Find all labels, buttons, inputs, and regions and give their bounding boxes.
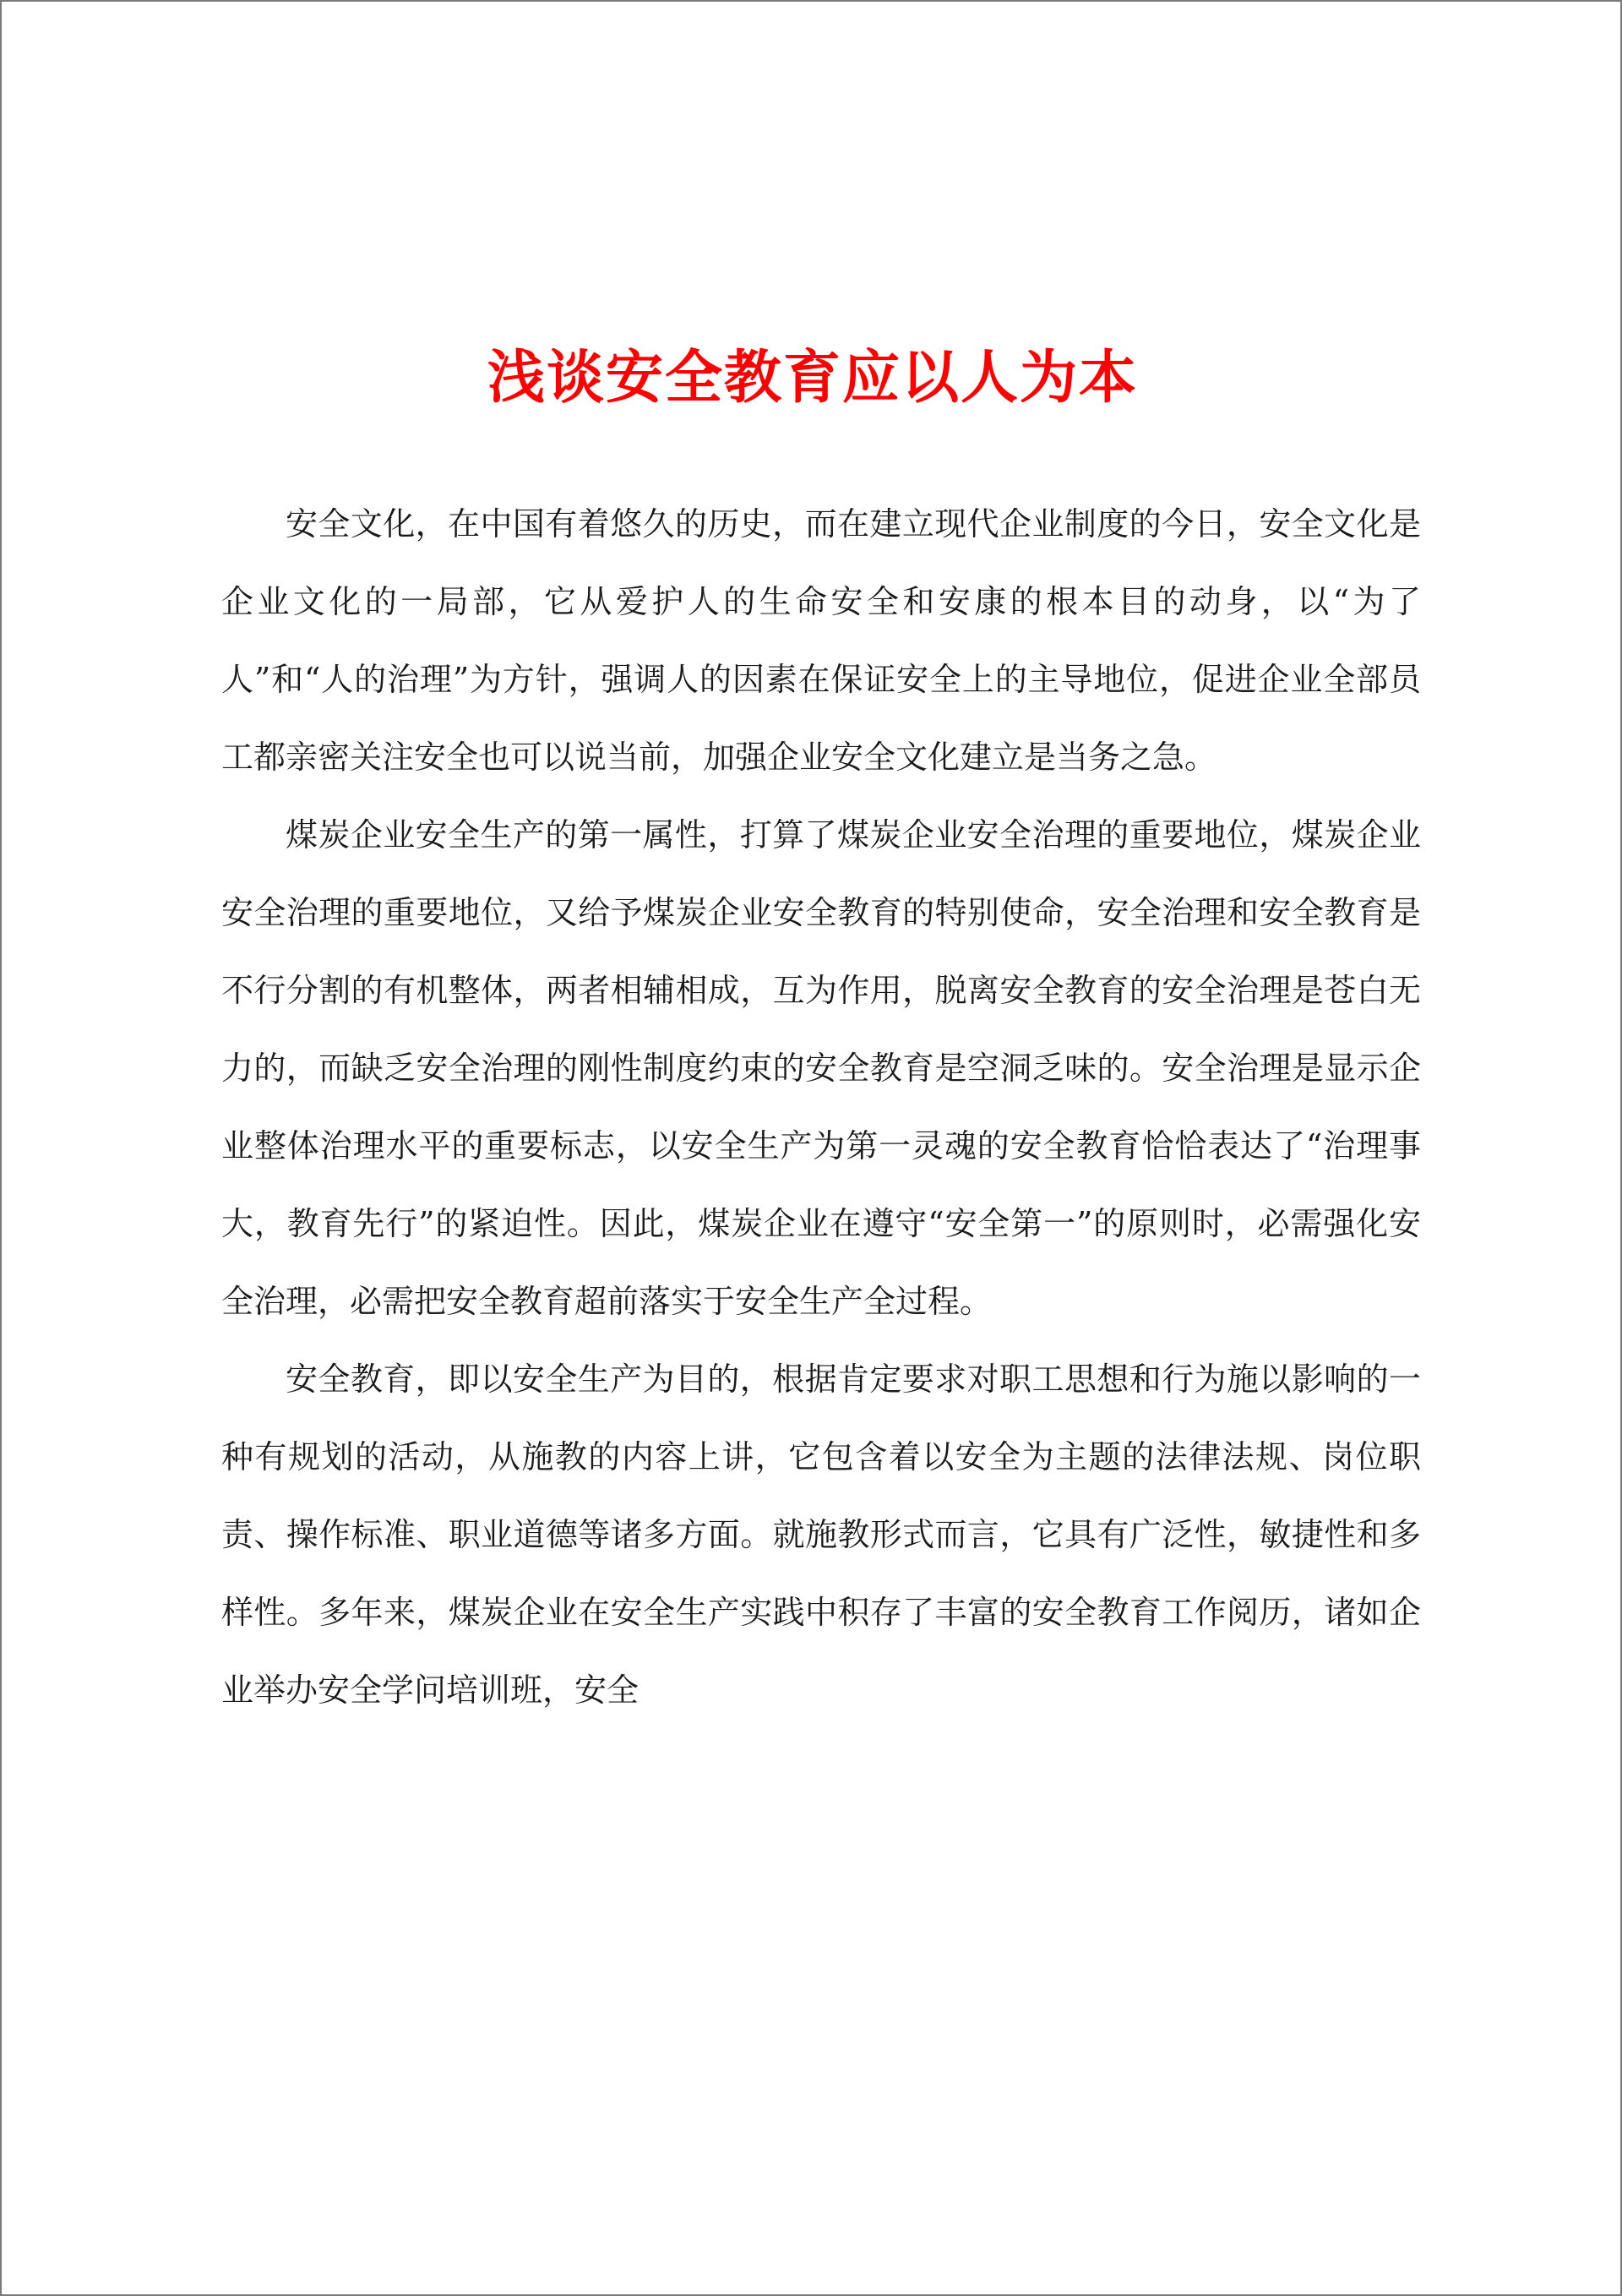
paragraph-2: 煤炭企业安全生产的第一属性，打算了煤炭企业安全治理的重要地位，煤炭企业安全治理的重要地位，又给予煤炭企业安全教育的特别使命，安全治理和安全教育是不行分割的有机整体，两者相辅相成，互为作用，脱离安全教育的安全治理是苍白无力的，而缺乏安全治理的刚性制度约束的安全教育是空洞乏味的。安全治理是显示企业整体治理水平的重要标志，以安全生产为第一灵魂的安全教育恰恰表达了“治理事大，教育先行”的紧迫性。因此，煤炭企业在遵守“安全第一”的原则时，必需强化安全治理，必需把安全教育超前落实于安全生产全过程。: [221, 816, 1421, 1320]
document-title: 浅谈安全教育应以人为本: [487, 344, 1138, 412]
paragraph-1: 安全文化，在中国有着悠久的历史，而在建立现代企业制度的今日，安全文化是企业文化的一局部，它从爱护人的生命安全和安康的根本目的动身，以“为了人”和“人的治理”为方针，强调人的因素在保证安全上的主导地位，促进企业全部员工都亲密关注安全也可以说当前，加强企业安全文化建立是当务之急。: [221, 505, 1421, 776]
paragraph-3: 安全教育，即以安全生产为目的，根据肯定要求对职工思想和行为施以影响的一种有规划的活动，从施教的内容上讲，它包含着以安全为主题的法律法规、岗位职责、操作标准、职业道德等诸多方面。就施教形式而言，它具有广泛性，敏捷性和多样性。多年来，煤炭企业在安全生产实践中积存了丰富的安全教育工作阅历，诸如企业举办安全学问培训班，安全: [221, 1361, 1421, 1709]
document-body: [221, 485, 1421, 1729]
